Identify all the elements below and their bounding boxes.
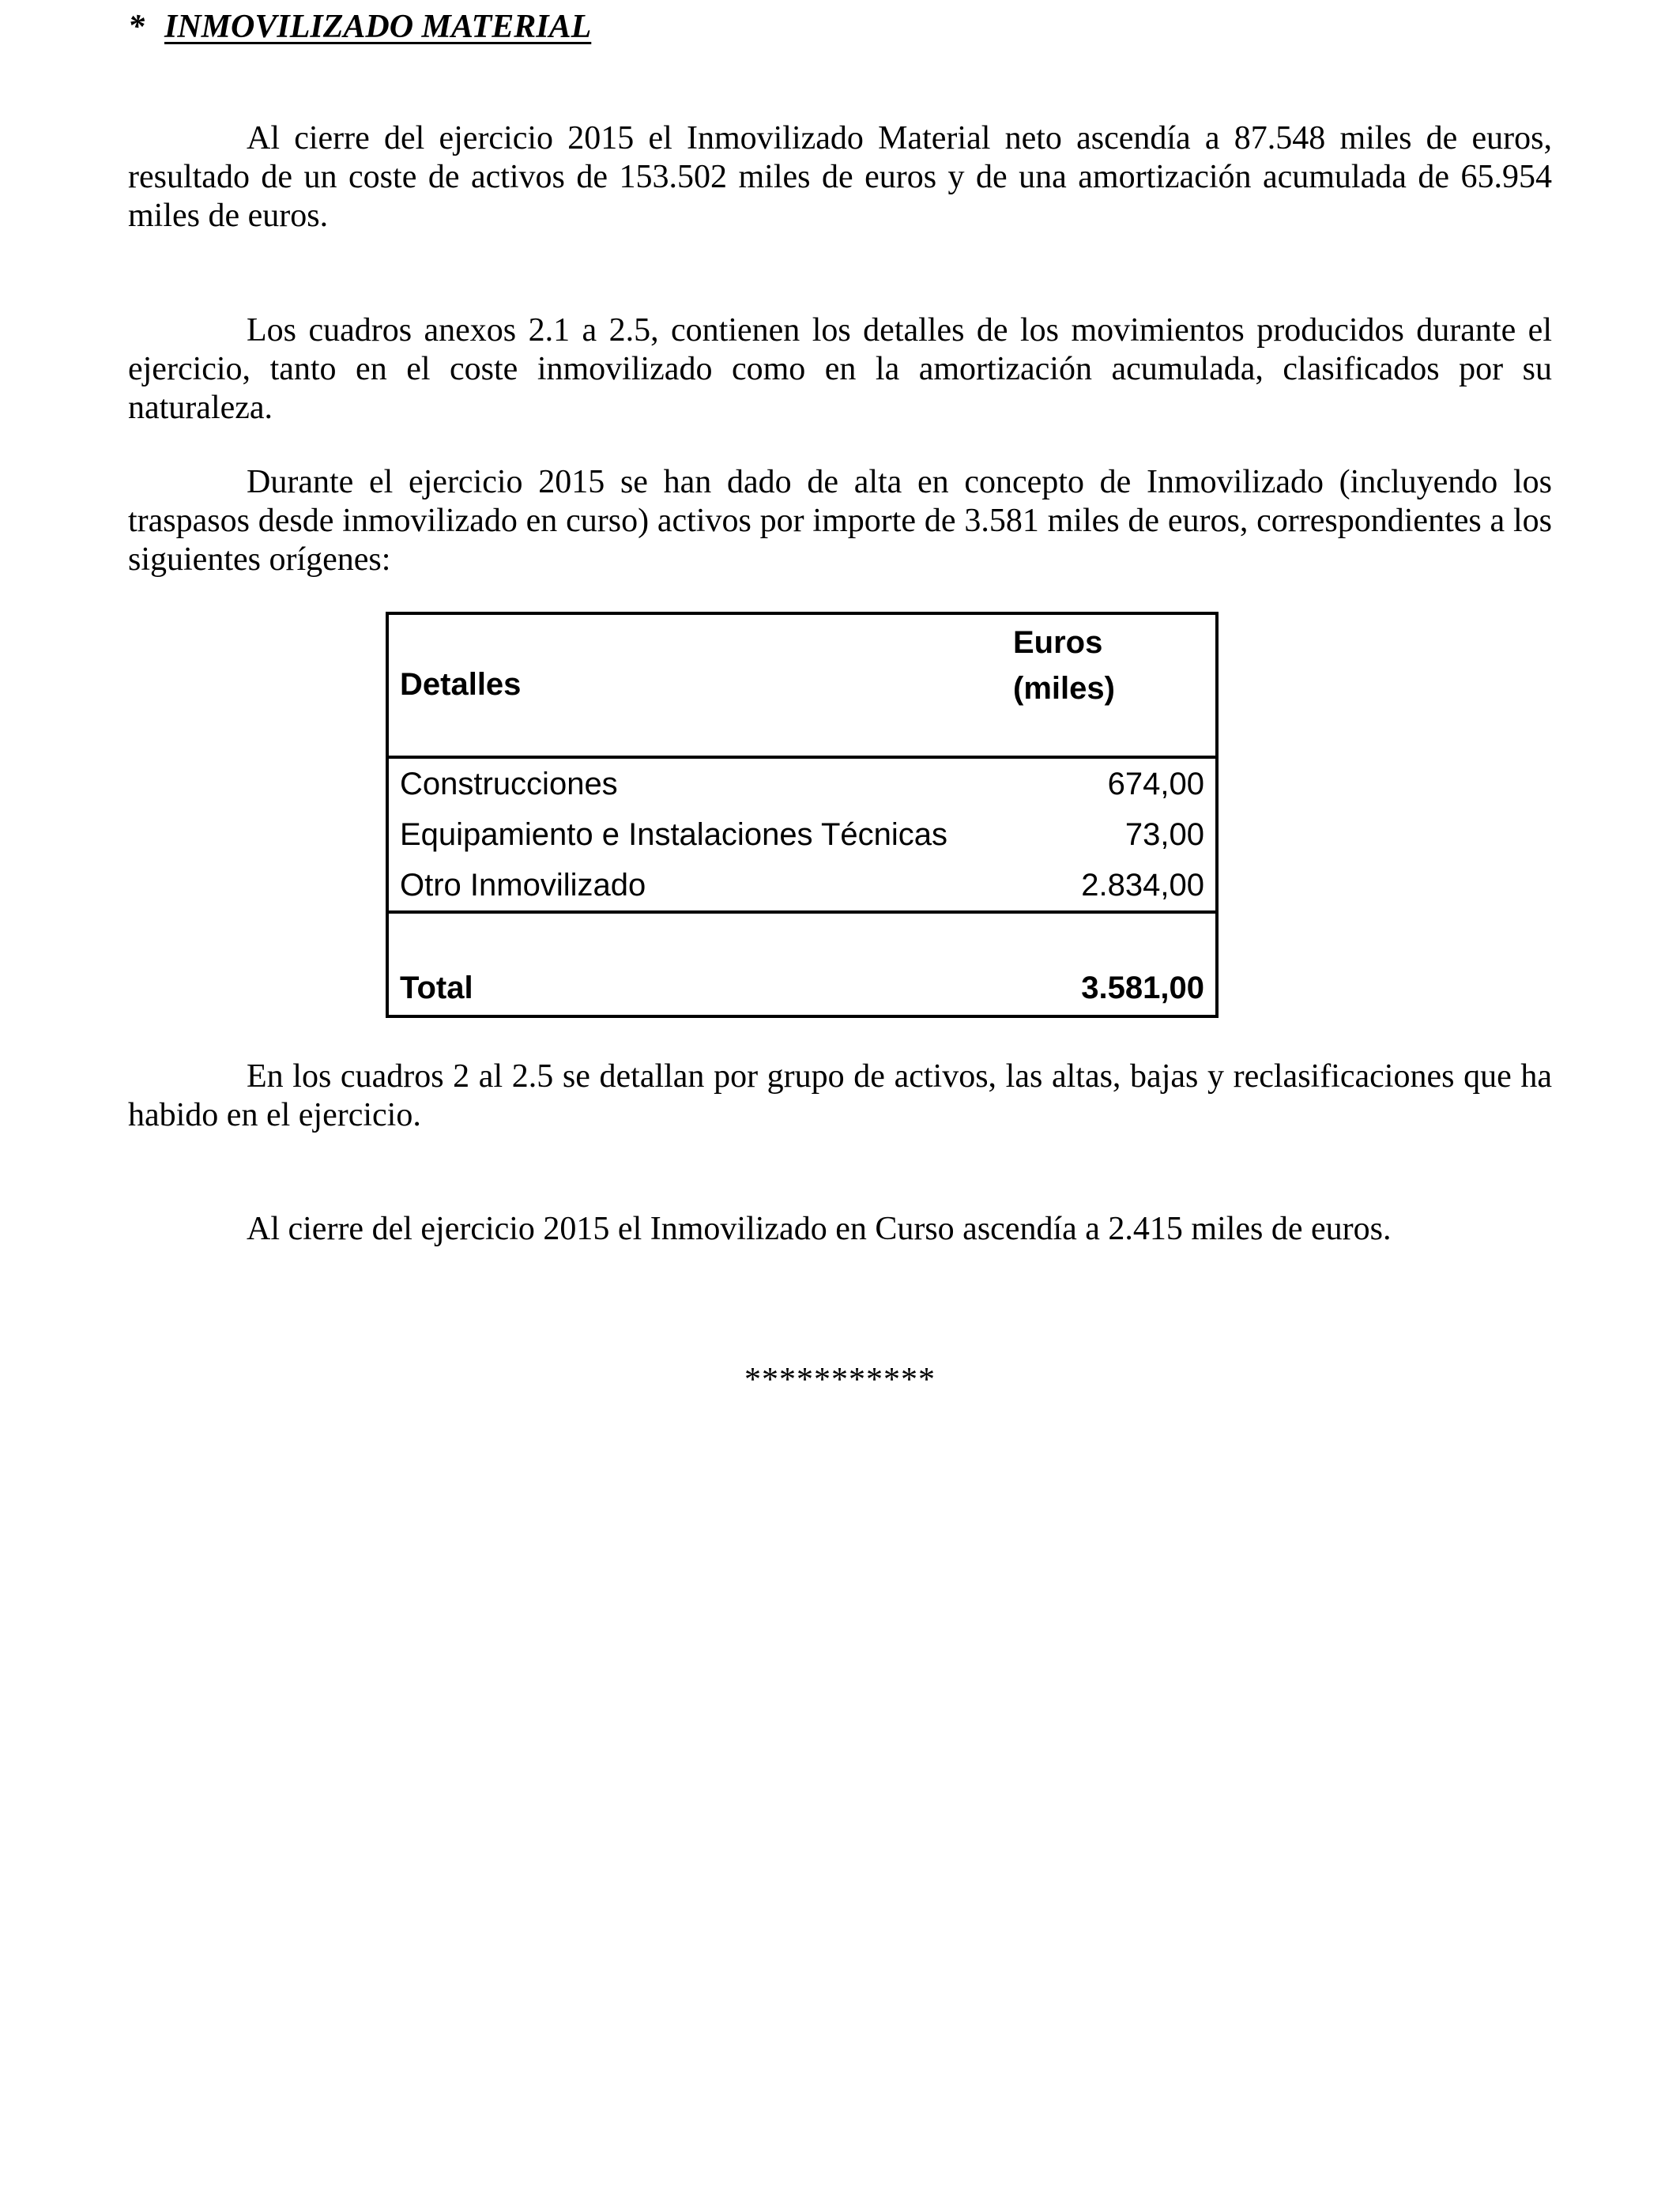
- table-header: [389, 615, 1215, 759]
- row-label: Otro Inmovilizado: [400, 868, 646, 903]
- table-row: [389, 759, 1215, 809]
- row-label: Construcciones: [400, 767, 618, 801]
- total-value: 3.581,00: [1081, 971, 1204, 1005]
- paragraph-net-assets: Al cierre del ejercicio 2015 el Inmovilizado Material neto ascendía a 87.548 miles de euros, resultado de un coste de activos de 153.502 miles de euros y de una amortización acumulada de 65.954 miles de euros.: [128, 120, 1552, 234]
- row-value: 674,00: [1107, 767, 1204, 801]
- header-euros: [1013, 620, 1115, 711]
- header-euros-line2: (miles): [1013, 671, 1115, 706]
- paragraph-groups: En los cuadros 2 al 2.5 se detallan por grupo de activos, las altas, bajas y reclasificaciones que ha habido en el ejercicio.: [128, 1058, 1552, 1133]
- table-total-row: [389, 914, 1215, 1016]
- additions-table: [386, 612, 1219, 1018]
- footer-separator: ***********: [744, 1362, 936, 1398]
- table-row: [389, 809, 1215, 860]
- paragraph-annex-tables: Los cuadros anexos 2.1 a 2.5, contienen los detalles de los movimientos producidos durante el ejercicio, tanto en el coste inmovilizado como en la amortización acumulada, clasificados por su naturaleza.: [128, 312, 1552, 426]
- heading-marker: *: [128, 9, 145, 45]
- row-label: Equipamiento e Instalaciones Técnicas: [400, 817, 948, 852]
- heading-title: INMOVILIZADO MATERIAL: [164, 9, 592, 45]
- paragraph-additions: Durante el ejercicio 2015 se han dado de alta en concepto de Inmovilizado (incluyendo los traspasos desde inmovilizado en curso) activos por importe de 3.581 miles de euros, correspondientes a los siguientes orígenes:: [128, 464, 1552, 578]
- header-euros-line1: Euros: [1013, 625, 1103, 660]
- row-value: 2.834,00: [1081, 868, 1204, 903]
- header-detalles: Detalles: [400, 667, 522, 702]
- section-heading: [128, 8, 591, 46]
- table-row: [389, 860, 1215, 910]
- paragraph-in-progress: Al cierre del ejercicio 2015 el Inmovilizado en Curso ascendía a 2.415 miles de euros.: [247, 1211, 1392, 1247]
- total-label: Total: [400, 971, 473, 1005]
- table-body: [389, 759, 1215, 914]
- row-value: 73,00: [1124, 817, 1204, 852]
